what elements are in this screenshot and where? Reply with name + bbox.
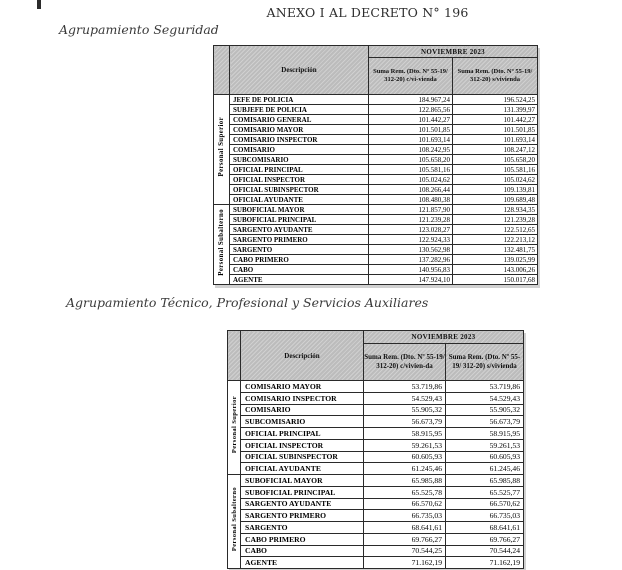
amount-without-housing: 150.017,68: [453, 275, 538, 285]
table-row: [228, 439, 524, 451]
col-header-without-housing: Suma Rem. (Dto. Nº 55-19/ 312-20) s/vivienda: [453, 58, 538, 95]
rank-name: OFICIAL SUBINSPECTOR: [241, 451, 364, 463]
amount-with-housing: 137.282,96: [369, 255, 453, 265]
section-title-tecnico: Agrupamiento Técnico, Profesional y Servicios Auxiliares: [66, 295, 429, 310]
amount-without-housing: 105.024,62: [453, 175, 538, 185]
salary-table-tecnico: [227, 330, 524, 569]
amount-without-housing: 61.245,46: [446, 463, 524, 475]
amount-with-housing: 70.544,25: [364, 545, 446, 557]
rank-name: SUBOFICIAL PRINCIPAL: [241, 486, 364, 498]
rank-name: SUBJEFE DE POLICIA: [230, 105, 369, 115]
table-row: [214, 265, 538, 275]
rank-name: SARGENTO PRIMERO: [230, 235, 369, 245]
group-label-text: Personal Superior: [230, 396, 238, 454]
rank-name: CABO PRIMERO: [230, 255, 369, 265]
description-column-header: Descripción: [241, 331, 364, 381]
amount-without-housing: 128.934,35: [453, 205, 538, 215]
table-row: [228, 498, 524, 510]
rank-name: JEFE DE POLICIA: [230, 95, 369, 105]
rank-name: AGENTE: [230, 275, 369, 285]
rank-name: OFICIAL INSPECTOR: [230, 175, 369, 185]
table-header-row: [228, 331, 524, 344]
amount-with-housing: 147.924,10: [369, 275, 453, 285]
rank-name: COMISARIO MAYOR: [230, 125, 369, 135]
col-header-with-housing: Suma Rem. (Dto. Nº 55-19/ 312-20) c/vivien-da: [364, 344, 446, 381]
rank-name: COMISARIO MAYOR: [241, 381, 364, 393]
amount-without-housing: 196.524,25: [453, 95, 538, 105]
amount-without-housing: 109.689,48: [453, 195, 538, 205]
table-row: [214, 155, 538, 165]
amount-with-housing: 123.028,27: [369, 225, 453, 235]
amount-with-housing: 66.735,03: [364, 510, 446, 522]
amount-without-housing: 69.766,27: [446, 533, 524, 545]
table-row: [214, 115, 538, 125]
rank-name: SUBOFICIAL MAYOR: [230, 205, 369, 215]
rank-name: COMISARIO GENERAL: [230, 115, 369, 125]
amount-with-housing: 108.242,95: [369, 145, 453, 155]
amount-with-housing: 184.967,24: [369, 95, 453, 105]
table-row: [228, 381, 524, 393]
amount-with-housing: 56.673,79: [364, 416, 446, 428]
table-row: [228, 475, 524, 487]
rank-name: OFICIAL INSPECTOR: [241, 439, 364, 451]
amount-without-housing: 66.735,03: [446, 510, 524, 522]
amount-without-housing: 71.162,19: [446, 557, 524, 569]
group-label-personal-subalterno: [214, 205, 230, 285]
amount-with-housing: 122.865,56: [369, 105, 453, 115]
amount-without-housing: 58.915,95: [446, 428, 524, 440]
amount-without-housing: 60.605,93: [446, 451, 524, 463]
table-row: [214, 125, 538, 135]
table-row: [228, 510, 524, 522]
rank-name: CABO PRIMERO: [241, 533, 364, 545]
amount-with-housing: 105.024,62: [369, 175, 453, 185]
section-title-seguridad: Agrupamiento Seguridad: [59, 22, 219, 37]
table-row: [214, 245, 538, 255]
table-row: [228, 522, 524, 534]
amount-with-housing: 65.525,78: [364, 486, 446, 498]
amount-without-housing: 101.442,27: [453, 115, 538, 125]
rank-name: CABO: [230, 265, 369, 275]
rank-name: COMISARIO INSPECTOR: [241, 392, 364, 404]
amount-without-housing: 70.544,24: [446, 545, 524, 557]
table-body-tecnico: [228, 381, 524, 569]
amount-with-housing: 71.162,19: [364, 557, 446, 569]
amount-without-housing: 122.512,65: [453, 225, 538, 235]
rank-name: OFICIAL SUBINSPECTOR: [230, 185, 369, 195]
rank-name: SUBOFICIAL MAYOR: [241, 475, 364, 487]
table-row: [214, 195, 538, 205]
table-row: [228, 463, 524, 475]
amount-without-housing: 68.641,61: [446, 522, 524, 534]
amount-with-housing: 105.581,16: [369, 165, 453, 175]
rank-name: COMISARIO: [241, 404, 364, 416]
rank-name: CABO: [241, 545, 364, 557]
group-column-header: [228, 331, 241, 381]
table-row: [228, 557, 524, 569]
table-row: [214, 105, 538, 115]
amount-with-housing: 65.985,88: [364, 475, 446, 487]
rank-name: OFICIAL PRINCIPAL: [230, 165, 369, 175]
period-header: NOVIEMBRE 2023: [369, 46, 538, 58]
amount-without-housing: 55.905,32: [446, 404, 524, 416]
table-row: [214, 185, 538, 195]
rank-name: SARGENTO: [230, 245, 369, 255]
amount-with-housing: 101.693,14: [369, 135, 453, 145]
amount-without-housing: 121.239,28: [453, 215, 538, 225]
rank-name: COMISARIO INSPECTOR: [230, 135, 369, 145]
amount-without-housing: 53.719,86: [446, 381, 524, 393]
rank-name: OFICIAL AYUDANTE: [230, 195, 369, 205]
amount-with-housing: 108.266,44: [369, 185, 453, 195]
table-body-seguridad: [214, 95, 538, 285]
amount-with-housing: 69.766,27: [364, 533, 446, 545]
group-label-personal-superior: [228, 381, 241, 475]
amount-without-housing: 132.481,75: [453, 245, 538, 255]
amount-with-housing: 121.857,90: [369, 205, 453, 215]
amount-without-housing: 105.581,16: [453, 165, 538, 175]
table-row: [214, 95, 538, 105]
amount-without-housing: 65.525,77: [446, 486, 524, 498]
amount-without-housing: 101.501,85: [453, 125, 538, 135]
rank-name: OFICIAL AYUDANTE: [241, 463, 364, 475]
table-row: [214, 275, 538, 285]
amount-without-housing: 143.006,26: [453, 265, 538, 275]
amount-without-housing: 66.570,62: [446, 498, 524, 510]
amount-without-housing: 105.658,20: [453, 155, 538, 165]
amount-with-housing: 60.605,93: [364, 451, 446, 463]
amount-without-housing: 101.693,14: [453, 135, 538, 145]
amount-with-housing: 68.641,61: [364, 522, 446, 534]
amount-with-housing: 140.956,83: [369, 265, 453, 275]
table-row: [214, 255, 538, 265]
group-label-personal-superior: [214, 95, 230, 205]
col-header-with-housing: Suma Rem. (Dto. Nº 55-19/ 312-20) c/vi-vienda: [369, 58, 453, 95]
amount-with-housing: 54.529,43: [364, 392, 446, 404]
table-row: [214, 205, 538, 215]
amount-with-housing: 61.245,46: [364, 463, 446, 475]
table-row: [228, 416, 524, 428]
amount-without-housing: 59.261,53: [446, 439, 524, 451]
table-row: [214, 165, 538, 175]
table-row: [228, 404, 524, 416]
rank-name: SUBOFICIAL PRINCIPAL: [230, 215, 369, 225]
amount-with-housing: 122.924,33: [369, 235, 453, 245]
description-column-header: Descripción: [230, 46, 369, 95]
group-label-text: Personal Subalterno: [230, 486, 238, 552]
table-row: [214, 215, 538, 225]
rank-name: COMISARIO: [230, 145, 369, 155]
amount-with-housing: 101.442,27: [369, 115, 453, 125]
table-row: [228, 451, 524, 463]
table-row: [214, 145, 538, 155]
amount-with-housing: 59.261,53: [364, 439, 446, 451]
rank-name: SARGENTO: [241, 522, 364, 534]
group-label-personal-subalterno: [228, 475, 241, 569]
rank-name: SARGENTO AYUDANTE: [241, 498, 364, 510]
table-row: [214, 175, 538, 185]
group-label-text: Personal Subalterno: [218, 208, 225, 276]
rank-name: SUBCOMISARIO: [230, 155, 369, 165]
rank-name: OFICIAL PRINCIPAL: [241, 428, 364, 440]
amount-without-housing: 56.673,79: [446, 416, 524, 428]
amount-with-housing: 105.658,20: [369, 155, 453, 165]
page-title: ANEXO I AL DECRETO N° 196: [266, 5, 469, 20]
rank-name: SARGENTO AYUDANTE: [230, 225, 369, 235]
table-row: [214, 135, 538, 145]
rank-name: SUBCOMISARIO: [241, 416, 364, 428]
table-header-row: [214, 46, 538, 58]
amount-without-housing: 54.529,43: [446, 392, 524, 404]
table-row: [214, 235, 538, 245]
table-row: [228, 533, 524, 545]
rank-name: SARGENTO PRIMERO: [241, 510, 364, 522]
amount-with-housing: 55.905,32: [364, 404, 446, 416]
amount-with-housing: 58.915,95: [364, 428, 446, 440]
amount-with-housing: 130.562,98: [369, 245, 453, 255]
table-row: [228, 428, 524, 440]
salary-table-seguridad: [213, 45, 538, 285]
amount-without-housing: 131.399,97: [453, 105, 538, 115]
amount-with-housing: 121.239,28: [369, 215, 453, 225]
group-column-header: [214, 46, 230, 95]
group-label-text: Personal Superior: [218, 117, 225, 177]
amount-with-housing: 108.480,38: [369, 195, 453, 205]
amount-with-housing: 101.501,85: [369, 125, 453, 135]
amount-without-housing: 139.025,99: [453, 255, 538, 265]
rank-name: AGENTE: [241, 557, 364, 569]
table-row: [214, 225, 538, 235]
amount-without-housing: 108.247,12: [453, 145, 538, 155]
amount-without-housing: 109.139,81: [453, 185, 538, 195]
period-header: NOVIEMBRE 2023: [364, 331, 524, 344]
scan-artifact: [37, 0, 41, 9]
amount-without-housing: 122.213,12: [453, 235, 538, 245]
table-row: [228, 545, 524, 557]
table-row: [228, 392, 524, 404]
amount-without-housing: 65.985,88: [446, 475, 524, 487]
table-row: [228, 486, 524, 498]
amount-with-housing: 53.719,86: [364, 381, 446, 393]
col-header-without-housing: Suma Rem. (Dto. Nº 55-19/ 312-20) s/vivienda: [446, 344, 524, 381]
amount-with-housing: 66.570,62: [364, 498, 446, 510]
